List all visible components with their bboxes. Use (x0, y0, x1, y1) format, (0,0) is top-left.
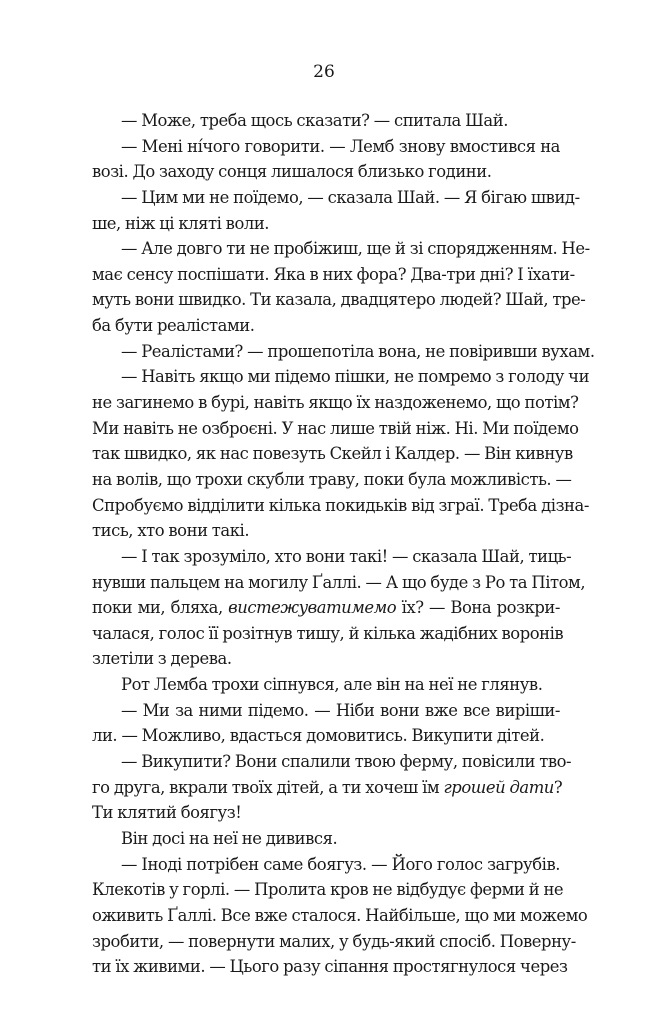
text-line: так швидко, як нас повезуть Скейл і Калдер. — Він кивнув (92, 444, 573, 464)
text-line: Клекотів у горлі. — Пролита кров не відбудує ферми й не (92, 880, 564, 900)
text-line: — Ми за ними підемо. — Ніби вони вже все виріши- (121, 700, 560, 720)
text-line: ти їх живими. — Цього разу сіпання простягнулося через (92, 957, 568, 977)
text-line: возі. До заходу сонця лишалося близько години. (92, 162, 492, 182)
text-line: — І так зрозуміло, хто вони такі! — сказала Шай, тиць- (121, 546, 572, 566)
text-line: ше, ніж ці кляті воли. (92, 213, 270, 233)
text-line: не загинемо в бурі, навіть якщо їх наздоженемо, що потім? (92, 393, 579, 413)
text-line: чалася, голос її розітнув тишу, й кілька жадібних воронів (92, 623, 564, 643)
text-run: їх? — Вона розкри- (396, 598, 560, 618)
text-line: зробити, — повернути малих, у будь-який спосіб. Поверну- (92, 931, 576, 951)
page-number: 26 (313, 62, 335, 82)
text-line: на волів, що трохи скубли траву, поки була можливість. — (92, 469, 572, 489)
text-line: Він досі на неї не дивився. (121, 828, 338, 848)
text-line: ба бути реалістами. (92, 316, 255, 336)
text-line (92, 775, 563, 801)
text-body (92, 108, 595, 980)
emphasis-text: вистежуватимемо (228, 598, 397, 618)
text-line: нувши пальцем на могилу Ґаллі. — А що буде з Ро та Пітом, (92, 572, 586, 592)
text-line: — Навіть якщо ми підемо пішки, не помремо з голоду чи (121, 367, 590, 387)
text-line: муть вони швидко. Ти казала, двадцятеро людей? Шай, тре- (92, 290, 586, 310)
text-run: ? (553, 777, 563, 797)
text-line: — Може, треба щось сказати? — спитала Шай. (121, 111, 508, 130)
text-line: ли. — Можливо, вдасться домовитись. Викупити дітей. (92, 726, 545, 746)
text-run: го друга, вкрали твоїх дітей, а ти хочеш їм (92, 777, 444, 797)
text-line (92, 595, 560, 621)
text-line: тись, хто вони такі. (92, 521, 250, 541)
text-line: — Цим ми не поїдемо, — сказала Шай. — Я бігаю швид- (121, 187, 580, 207)
text-line: — Реалістами? — прошепотіла вона, не повіривши вухам. (121, 341, 595, 361)
text-line: — Мені нíчого говорити. — Лемб знову вмостився на (121, 136, 560, 156)
text-line: злетіли з дерева. (92, 649, 232, 669)
text-line: має сенсу поспішати. Яка в них фора? Два-три дні? І їхати- (92, 264, 575, 284)
text-line: оживить Ґаллі. Все вже сталося. Найбільше, що ми можемо (92, 905, 588, 925)
text-line: Ти клятий боягуз! (92, 803, 242, 823)
text-line: — Але довго ти не пробіжиш, ще й зі спорядженням. Не- (121, 239, 590, 259)
text-line: Рот Лемба трохи сіпнувся, але він на неї не глянув. (121, 675, 543, 695)
text-line: — Іноді потрібен саме боягуз. — Його голос загрубів. (121, 854, 560, 874)
text-line: Спробуємо відділити кілька покидьків від зграї. Треба дізна- (92, 495, 589, 515)
text-line: Ми навіть не озброєні. У нас лише твій ніж. Ні. Ми поїдемо (92, 418, 579, 438)
text-line: — Викупити? Вони спалили твою ферму, повісили тво- (121, 752, 572, 772)
text-run: поки ми, бляха, (92, 598, 229, 618)
emphasis-text: грошей дати (443, 777, 554, 797)
